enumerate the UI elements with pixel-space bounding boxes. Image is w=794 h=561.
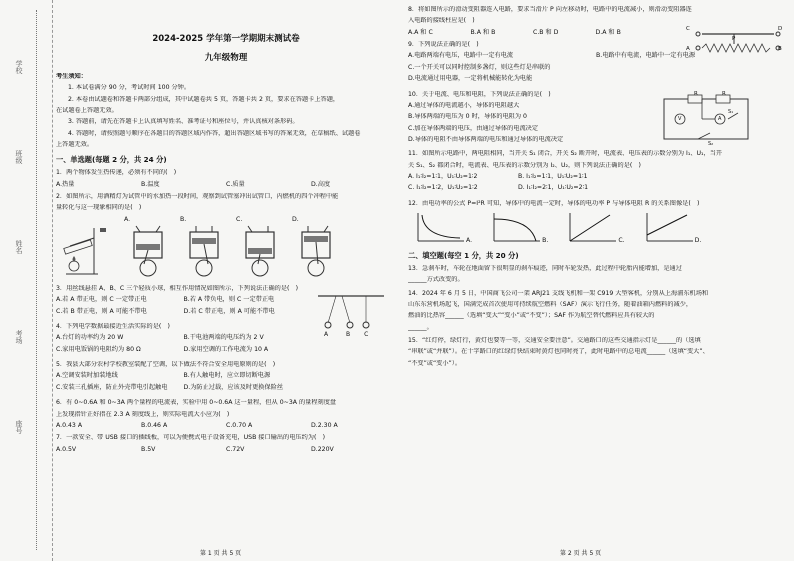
section-fill-blank: 二、填空题(每空 1 分，共 20 分) <box>408 251 519 261</box>
graph-label-b: B. <box>542 236 549 244</box>
ball-labels <box>324 331 384 339</box>
option: D.220V <box>311 445 334 453</box>
switch-label-s2: S₂ <box>708 140 714 147</box>
option: B.5V <box>141 445 156 453</box>
question-2-line: 2．如图所示，用酒精灯为试管中的水加热一段时间，观察到试管塞冲出试管口，内燃机的四个冲程中能 <box>56 192 339 200</box>
figure-label-c: C. <box>236 215 243 223</box>
engine-cylinder-icon <box>236 224 284 280</box>
binding-label-class: 班级 <box>15 150 23 164</box>
question-2-figures <box>56 216 396 280</box>
figure-label-a: A. <box>124 215 131 223</box>
option: B.电路中有电流，电路中一定有电源 <box>596 52 696 60</box>
graph-offset-line <box>643 211 695 245</box>
question-5: 5．我县大部分农村学校教室装配了空调，以下做法不符合安全用电原则的是( ) <box>56 361 276 369</box>
option: B.温度 <box>141 180 160 188</box>
figure-label-d: D. <box>292 215 299 223</box>
question-8-line: 8．将如图所示的滑动变阻器连入电路，要求当滑片 P 向左移动时，电路中的电流减小，则滑动变阻器连 <box>408 6 692 13</box>
option: C.72V <box>226 445 245 453</box>
page-2 <box>408 6 786 371</box>
option: B.A 和 B <box>470 28 496 36</box>
question-11-options <box>408 173 628 196</box>
notice-line: 1. 本试卷满分 90 分，考试时间 100 分钟。 <box>68 84 191 92</box>
question-14-line: 山东东营机场起飞，国满完成首次使用可持续航空燃料（SAF）演示飞行任务，随着油箱内燃料的减少， <box>408 300 693 308</box>
notice-heading: 考生须知： <box>56 72 87 80</box>
option: A.电路两端有电压，电路中一定有电流 <box>408 52 514 60</box>
engine-stroke-d <box>292 216 340 280</box>
option: C.0.70 A <box>226 421 253 429</box>
option: B.干电池两端的电压约为 2 V <box>183 334 264 342</box>
ammeter-label: A <box>718 115 722 122</box>
figure-label-b: B. <box>180 215 187 223</box>
ball-label-a: A <box>324 330 329 338</box>
option: C.若 B 带正电，则 A 可能不带电 <box>56 307 147 315</box>
rheostat-label-p: P <box>732 36 736 42</box>
notice-line: 3. 答题前，请先在答题卡上认真填写姓名、准考证号和座位号，并认真核对条形码。 <box>68 118 299 126</box>
option: D.导体的电阻不由导体两端的电压和通过导体的电流决定 <box>408 135 564 143</box>
option: B. I₁∶I₂=1∶1，U₁∶U₂=1∶1 <box>518 173 588 181</box>
page-1 <box>56 6 396 458</box>
option: A.A 和 C <box>408 28 433 36</box>
graph-label-c: C. <box>618 236 625 244</box>
engine-cylinder-icon <box>124 224 172 280</box>
option: A.0.43 A <box>56 421 83 429</box>
option: A. I₁∶I₂=1∶1，U₁∶U₂=1∶2 <box>408 173 478 181</box>
switch-label-s1: S₁ <box>728 108 734 115</box>
option: A.热量 <box>56 180 75 188</box>
option: A.空调安装时加装地线 <box>56 372 118 380</box>
engine-stroke-c <box>236 216 284 280</box>
graph-linear-line <box>566 211 618 245</box>
option: D.为防止过载，应该及时更换保险丝 <box>183 383 284 391</box>
option: C.安装三孔插座，防止外壳带电引起触电 <box>56 383 168 391</box>
option: C. I₁∶I₂=1∶2，U₁∶U₂=1∶2 <box>408 184 478 192</box>
question-3-options <box>56 296 311 319</box>
question-8-line: 入电路的接线柱应是( ) <box>408 17 475 25</box>
engine-stroke-b <box>180 216 228 280</box>
notice-line: 在试题卷上答题无效。 <box>56 107 118 115</box>
engine-cylinder-icon <box>180 224 228 280</box>
graph-option-b <box>490 211 548 245</box>
question-12-graphs <box>414 211 786 245</box>
question-14-line: 燃油的比热容______（选填“变大”“变小”或“不变”）；SAF 作为航空替代燃料应具有较大的 <box>408 312 655 320</box>
option: C.加在导体两端的电压，由通过导体的电流决定 <box>408 124 539 132</box>
binding-cut-line <box>36 10 39 550</box>
option: C.B 和 D <box>533 28 559 36</box>
question-5-options <box>56 372 311 395</box>
question-11-line: 关 S₁、S₂ 都闭合时，电流表、电压表的示数分别为 I₂、U₂，则下列说法正确的是( ) <box>408 161 641 169</box>
question-4: 4．下列电学数据最接近生活实际的是( ) <box>56 323 170 331</box>
option: D.A 和 B <box>595 28 621 36</box>
option: A.若 A 带正电，则 C 一定带正电 <box>56 296 147 304</box>
question-6-line: 6．有 0~0.6A 和 0~3A 两个量程的电流表，实验中用 0~0.6A 这一量程，但从 0~3A 的量程刻度盘 <box>56 399 337 407</box>
question-13-line: 13．急刹车时，车轮在地面留下很明显的刹车痕迹，同时车轮发热，此过程中轮胎内能增加，是通过 <box>408 264 682 272</box>
question-7: 7．一款安全、带 USB 接口的插线板，可以为便携式电子设备充电，USB 接口输出的电压约为( ) <box>56 434 326 442</box>
test-tube-heating-figure <box>56 222 118 280</box>
ball-label-c: C <box>364 330 369 338</box>
rheostat-figure <box>694 28 782 58</box>
question-10: 10．关于电流、电压和电阻，下列说法正确的是( ) <box>408 90 551 98</box>
option: B.0.46 A <box>141 421 168 429</box>
option: B.导体两端的电压为 0 时，导体的电阻为 0 <box>408 113 527 121</box>
graph-concave-curve <box>490 211 542 245</box>
ball-label-b: B <box>346 330 351 338</box>
question-1: 1．两个物体发生热传递，必须有不同的( ) <box>56 169 177 177</box>
question-3: 3．用丝线悬挂 A、B、C 三个轻质小球，相互作用情况如图所示，下列说法正确的是( ) <box>56 284 299 292</box>
circuit-label-r2: R <box>722 90 726 97</box>
graph-option-c <box>566 211 624 245</box>
option: A.0.5V <box>56 445 77 453</box>
rheostat-label-b: B <box>778 46 782 52</box>
binding-strip <box>0 0 53 561</box>
question-9: 9．下列说法正确的是( ) <box>408 41 479 49</box>
page-2-footer: 第 2 页 共 5 页 <box>560 550 602 557</box>
graph-label-a: A. <box>466 236 473 244</box>
option: A.台灯的功率约为 20 W <box>56 334 124 342</box>
notice-line: 上答题无效。 <box>56 141 94 149</box>
engine-stroke-a <box>124 216 172 280</box>
option: D.电流通过用电器，一定将机械能转化为电能 <box>408 75 533 83</box>
question-15-line: “串联”或“并联”）。在十字路口的红绿灯快结束时黄灯也同时亮了，此时电路中的总电流______（选填“变大”、 <box>408 348 709 356</box>
engine-cylinder-icon <box>292 224 340 280</box>
option: C.质量 <box>226 180 245 188</box>
page-1-footer: 第 1 页 共 5 页 <box>200 550 242 557</box>
question-13-line: ______方式改变的。 <box>408 276 464 284</box>
option: D. I₁∶I₂=2∶1，U₁∶U₂=2∶1 <box>518 184 589 192</box>
option: A.通过导体的电流越小，导体的电阻越大 <box>408 101 520 109</box>
question-8-options <box>408 29 658 37</box>
option: D.家用空调的工作电流为 10 A <box>183 345 269 353</box>
graph-inverse-curve <box>414 211 466 245</box>
question-6-options <box>56 422 396 430</box>
option: D.高度 <box>311 180 331 188</box>
question-14-line: ______。 <box>408 323 433 331</box>
rheostat-label-d: D <box>778 26 783 32</box>
graph-option-d <box>643 211 702 245</box>
option: B.若 A 带负电，则 C 一定带正电 <box>183 296 275 304</box>
option: C.一个开关可以同时控制多盏灯，则这些灯是串联的 <box>408 63 551 71</box>
question-15-line: 15．“红灯停，绿灯行，黄灯也要等一等，交通安全要注意”。交通路口的这些交通指示灯是______的（选填 <box>408 336 701 344</box>
question-1-options <box>56 181 396 189</box>
question-2-line: 量转化与这一现象相同的是( ) <box>56 204 142 212</box>
rheostat-label-a: A <box>686 46 690 52</box>
question-6-line: 上发现指针正好指在 2.3 A 刻度线上，则实际电流大小应为( ) <box>56 410 230 418</box>
question-11-line: 11．如图所示电路中，两电阻相同，当开关 S₁ 闭合，开关 S₂ 断开时，电流表、电压表的示数分别为 I₁、U₁，当开 <box>408 150 723 158</box>
option: D.若 C 带正电，则 A 可能不带电 <box>183 307 275 315</box>
question-15-line: “不变”或“变小”）。 <box>408 359 462 367</box>
question-4-options <box>56 334 311 357</box>
option: B.有人触电时，应立即切断电源 <box>183 372 271 380</box>
notice-line: 2. 本卷由试题卷和答题卡两部分组成，其中试题卷共 5 页，答题卡共 2 页，要求在答题卡上答题， <box>68 95 340 103</box>
circuit-label-r1: R <box>694 90 698 97</box>
graph-label-d: D. <box>694 236 702 244</box>
notice-line: 4. 答题时，请按照题号顺序在各题目的答题区域内作答，超出答题区域书写的答案无效，在草稿纸、试题卷 <box>68 129 361 137</box>
binding-label-school: 学校 <box>15 60 23 74</box>
voltmeter-label: V <box>678 115 682 122</box>
question-7-options <box>56 446 396 454</box>
rheostat-label-c: C <box>686 26 690 32</box>
exam-subject: 九年级物理 <box>204 53 248 64</box>
exam-title: 2024-2025 学年第一学期期末测试卷 <box>152 34 300 44</box>
graph-option-a <box>414 211 472 245</box>
section-single-choice: 一、单选题(每题 2 分，共 24 分) <box>56 155 167 165</box>
question-12: 12．由电功率的公式 P=I²R 可知，导体中的电流一定时，导体的电功率 P 与导体电阻 R 的关系图像是( ) <box>408 199 700 207</box>
option: C.家用电饭锅的电阻约为 80 Ω <box>56 345 141 353</box>
binding-label-room: 考场 <box>15 330 23 344</box>
question-14-line: 14．2024 年 6 月 5 日，中国商飞公司一架 ARJ21 支线飞机和一架 C919 大型客机，分别从上海浦东机场和 <box>408 289 709 297</box>
option: D.2.30 A <box>311 421 338 429</box>
circuit-figure-q11 <box>658 90 754 145</box>
binding-label-name: 姓名 <box>15 240 23 254</box>
binding-label-seat: 座号 <box>15 420 23 434</box>
